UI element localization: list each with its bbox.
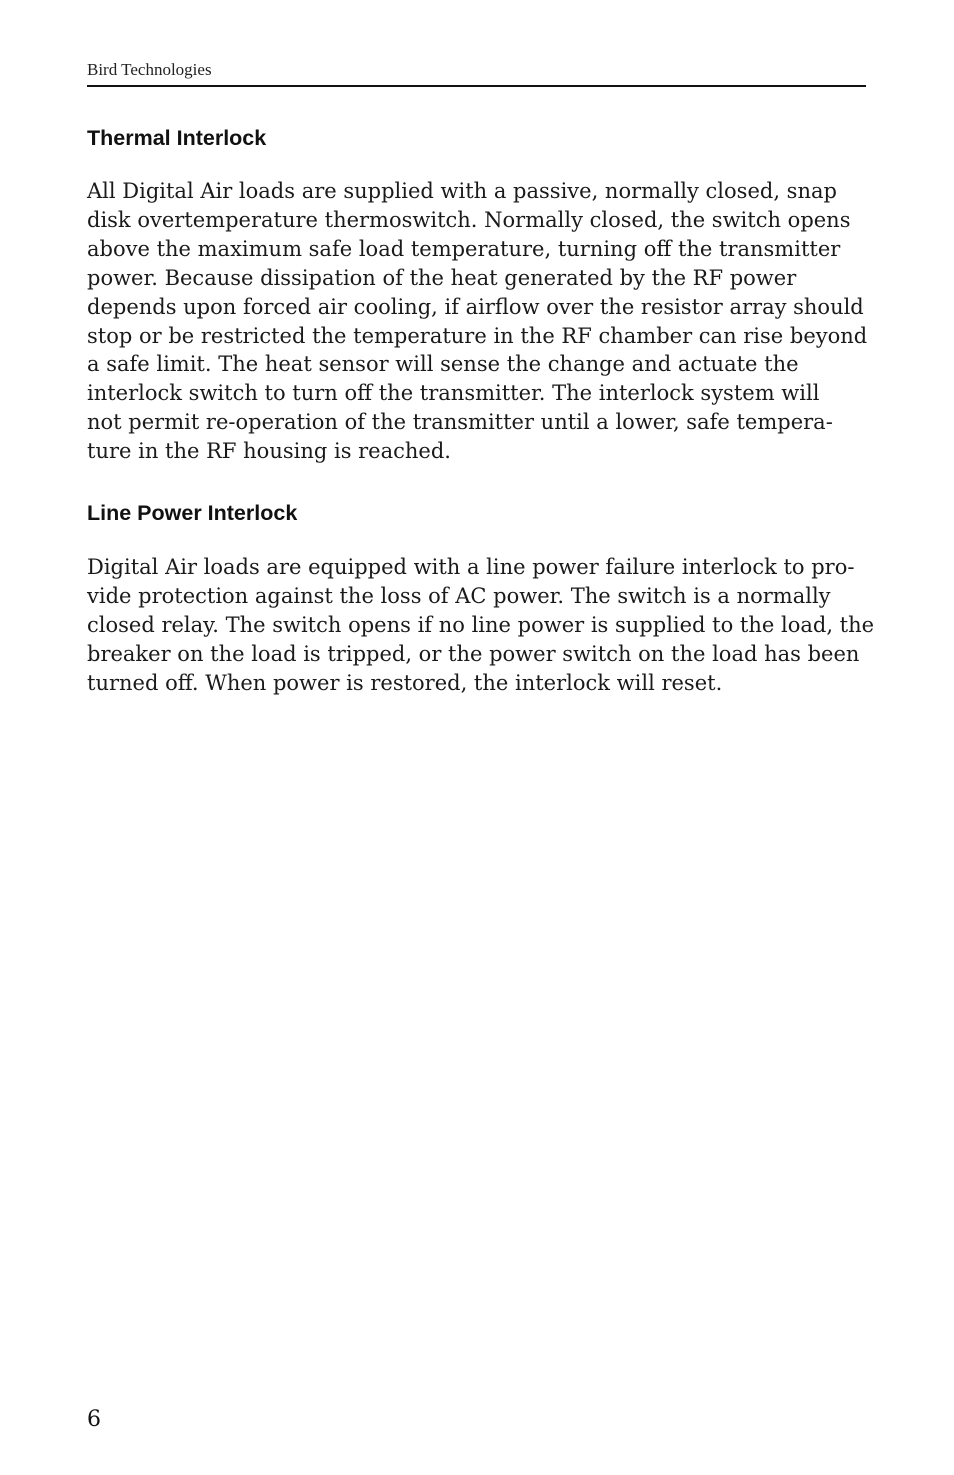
paragraph-thermal-interlock [87,177,866,466]
paragraph-line-power-interlock [87,553,875,698]
running-header: Bird Technologies [87,60,212,79]
paragraph-line: vide protection against the loss of AC power. The switch is a normally [87,583,831,608]
page-number: 6 [87,1407,101,1432]
paragraph-line: disk overtemperature thermoswitch. Normally closed, the switch opens [87,207,851,232]
paragraph-line: depends upon forced air cooling, if airflow over the resistor array should [87,294,864,319]
paragraph-line: closed relay. The switch opens if no line power is supplied to the load, the [87,612,875,637]
paragraph-line: stop or be restricted the temperature in the RF chamber can rise beyond [87,323,868,348]
paragraph-line: turned off. When power is restored, the interlock will reset. [87,670,723,695]
paragraph-line: interlock switch to turn off the transmitter. The interlock system will [87,381,820,406]
section-heading-line-power-interlock: Line Power Interlock [87,501,298,525]
paragraph-line: breaker on the load is tripped, or the power switch on the load has been [87,641,860,666]
header-rule [87,85,866,87]
paragraph-line: above the maximum safe load temperature, turning off the transmitter [87,236,841,261]
paragraph-line: not permit re-operation of the transmitter until a lower, safe tempera- [87,410,833,435]
paragraph-line: ture in the RF housing is reached. [87,439,451,464]
paragraph-line: All Digital Air loads are supplied with a passive, normally closed, snap [87,179,837,203]
paragraph-line: a safe limit. The heat sensor will sense the change and actuate the [87,352,799,377]
paragraph-line: Digital Air loads are equipped with a line power failure interlock to pro- [87,555,855,579]
paragraph-line: power. Because dissipation of the heat generated by the RF power [87,265,797,290]
section-heading-thermal-interlock: Thermal Interlock [87,126,267,150]
